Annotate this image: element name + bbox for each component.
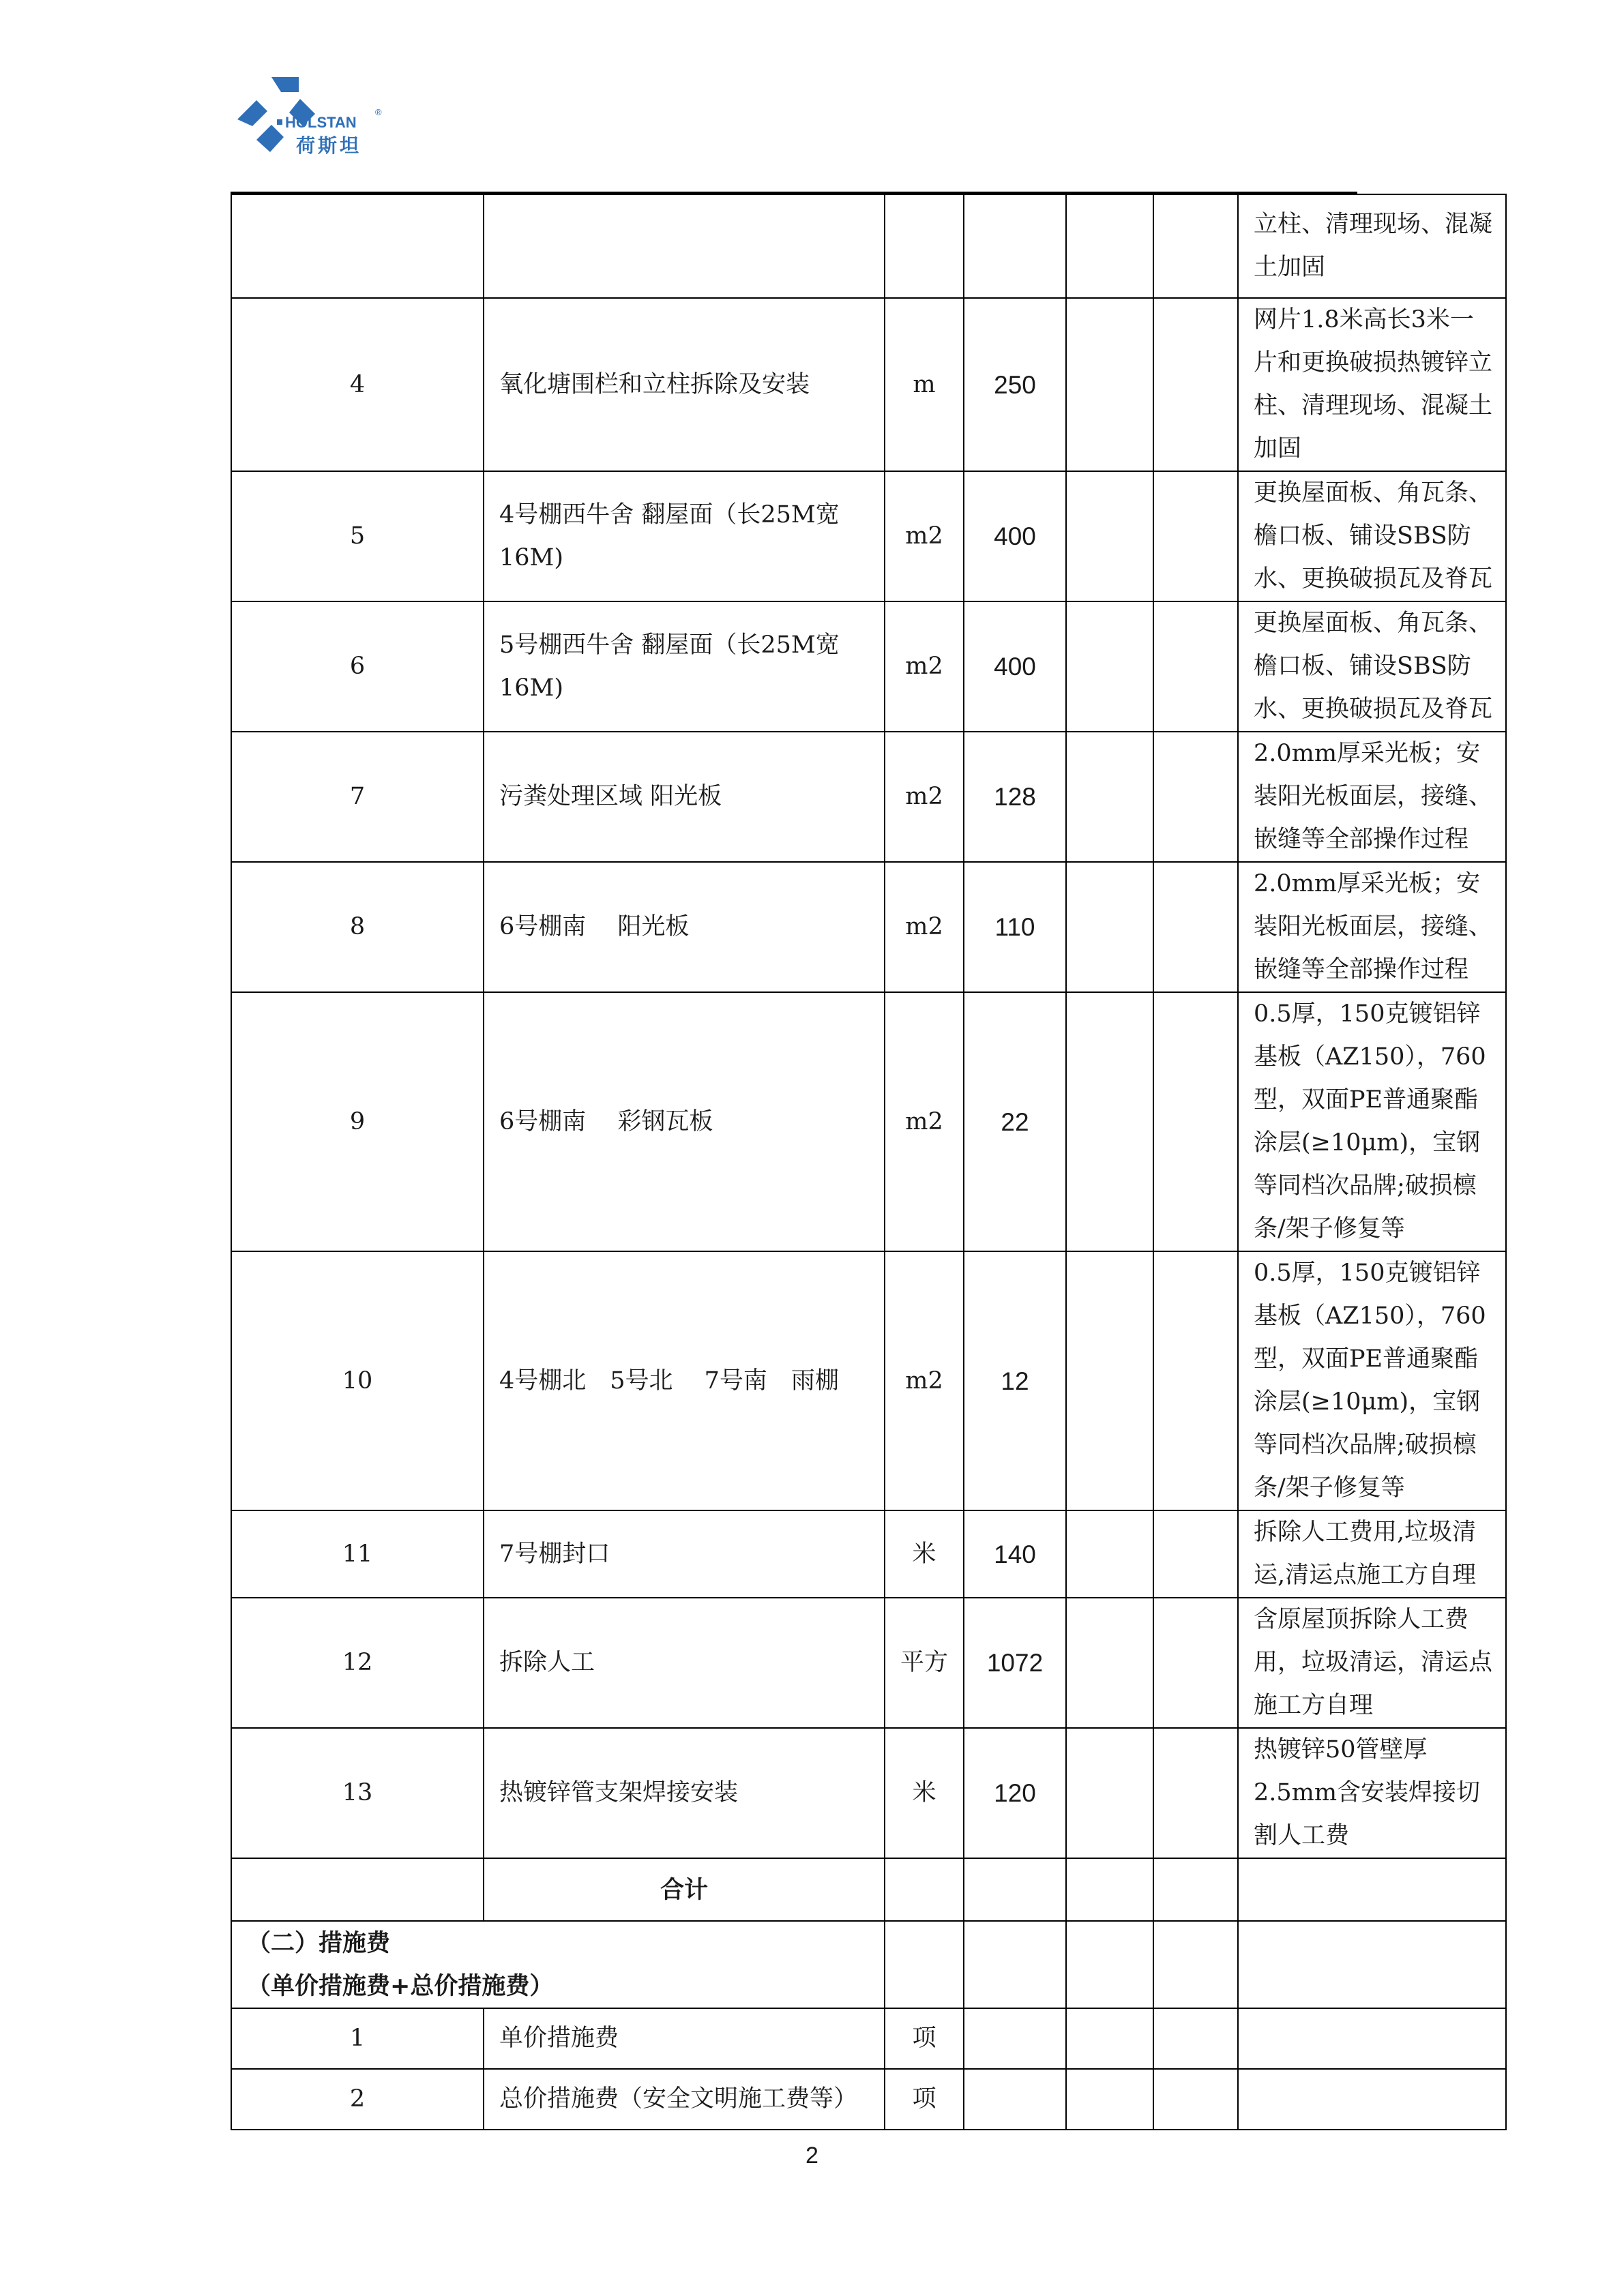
- section-header-row: [231, 1921, 1506, 2008]
- amount-cell: [1153, 1510, 1238, 1598]
- section-subtitle: （单价措施费+总价措施费）: [247, 1972, 554, 2000]
- table-row: [231, 732, 1506, 862]
- name-cell: 单价措施费: [484, 2008, 885, 2069]
- remark-text: 立柱、清理现场、混凝土加固: [1254, 211, 1493, 281]
- amount-cell: [1153, 1598, 1238, 1728]
- quantity-cell: [964, 2069, 1066, 2130]
- remark-cell: 拆除人工费用,垃圾清运,清运点施工方自理: [1238, 1510, 1506, 1598]
- unit-cell: 项: [885, 2008, 964, 2069]
- amount-cell: [1153, 992, 1238, 1251]
- table-row: [231, 2069, 1506, 2130]
- table-row: [231, 1728, 1506, 1858]
- unit-cell: m: [885, 298, 964, 471]
- quantity-cell: 12: [964, 1251, 1066, 1510]
- amount-cell: [1153, 601, 1238, 732]
- amount-cell: [1153, 471, 1238, 601]
- index-cell: 8: [231, 862, 484, 992]
- quantity-cell: 22: [964, 992, 1066, 1251]
- table-row: [231, 1251, 1506, 1510]
- unit-cell: m2: [885, 862, 964, 992]
- index-cell: 13: [231, 1728, 484, 1858]
- price-cell: [1066, 1921, 1153, 2008]
- unit-cell: m2: [885, 601, 964, 732]
- amount-cell: [1153, 2008, 1238, 2069]
- unit-cell: [885, 194, 964, 298]
- index-cell: 4: [231, 298, 484, 471]
- quantity-cell: 140: [964, 1510, 1066, 1598]
- logo-brand-en: HOLSTAN: [285, 114, 357, 131]
- index-cell: [231, 194, 484, 298]
- remark-cell: [1238, 2069, 1506, 2130]
- remark-cell: 热镀锌50管壁厚2.5mm含安装焊接切割人工费: [1238, 1728, 1506, 1858]
- quantity-cell: 1072: [964, 1598, 1066, 1728]
- quantity-cell: 400: [964, 601, 1066, 732]
- remark-cell: [1238, 194, 1506, 298]
- quantity-cell: [964, 1921, 1066, 2008]
- price-cell: [1066, 471, 1153, 601]
- logo-brand-cn: 荷斯坦: [296, 134, 362, 157]
- name-cell: 7号棚封口: [484, 1510, 885, 1598]
- name-cell: 4号棚北 5号北 7号南 雨棚: [484, 1251, 885, 1510]
- logo-registered-mark: ®: [375, 107, 382, 117]
- remark-cell: 2.0mm厚采光板；安装阳光板面层，接缝、嵌缝等全部操作过程: [1238, 862, 1506, 992]
- amount-cell: [1153, 2069, 1238, 2130]
- amount-cell: [1153, 194, 1238, 298]
- amount-cell: [1153, 298, 1238, 471]
- name-cell: 6号棚南 彩钢瓦板: [484, 992, 885, 1251]
- section-title: （二）措施费: [247, 1929, 391, 1957]
- price-cell: [1066, 1728, 1153, 1858]
- price-cell: [1066, 194, 1153, 298]
- remark-cell: 更换屋面板、角瓦条、檐口板、铺设SBS防水、更换破损瓦及脊瓦: [1238, 471, 1506, 601]
- unit-cell: 米: [885, 1510, 964, 1598]
- index-cell: [231, 1858, 484, 1921]
- remark-cell: 0.5厚，150克镀铝锌基板（AZ150），760型，双面PE普通聚酯涂层(≥10μm)，宝钢等同档次品牌;破损檩条/架子修复等: [1238, 992, 1506, 1251]
- name-cell: 污粪处理区域 阳光板: [484, 732, 885, 862]
- name-cell: 热镀锌管支架焊接安装: [484, 1728, 885, 1858]
- index-cell: 2: [231, 2069, 484, 2130]
- unit-cell: m2: [885, 1251, 964, 1510]
- unit-cell: 米: [885, 1728, 964, 1858]
- name-cell: 4号棚西牛舍 翻屋面（长25M宽16M): [484, 471, 885, 601]
- index-cell: 6: [231, 601, 484, 732]
- index-cell: 5: [231, 471, 484, 601]
- holstan-logo: [232, 72, 389, 167]
- table-row: [231, 862, 1506, 992]
- price-cell: [1066, 1858, 1153, 1921]
- remark-cell: [1238, 1921, 1506, 2008]
- remark-cell: 含原屋顶拆除人工费用，垃圾清运，清运点施工方自理: [1238, 1598, 1506, 1728]
- index-cell: 11: [231, 1510, 484, 1598]
- total-row: [231, 1858, 1506, 1921]
- section-title-cell: [231, 1921, 885, 2008]
- quantity-cell: 110: [964, 862, 1066, 992]
- name-cell: [484, 194, 885, 298]
- remark-cell: 0.5厚，150克镀铝锌基板（AZ150），760型，双面PE普通聚酯涂层(≥10μm)，宝钢等同档次品牌;破损檩条/架子修复等: [1238, 1251, 1506, 1510]
- quantity-cell: 120: [964, 1728, 1066, 1858]
- price-cell: [1066, 1510, 1153, 1598]
- table-row: [231, 471, 1506, 601]
- price-cell: [1066, 601, 1153, 732]
- holstan-logo-mark: [232, 72, 389, 167]
- price-cell: [1066, 2008, 1153, 2069]
- unit-cell: m2: [885, 732, 964, 862]
- name-cell: 拆除人工: [484, 1598, 885, 1728]
- index-cell: 9: [231, 992, 484, 1251]
- total-label: 合计: [484, 1858, 885, 1921]
- remark-cell: 2.0mm厚采光板；安装阳光板面层，接缝、嵌缝等全部操作过程: [1238, 732, 1506, 862]
- table-row: [231, 601, 1506, 732]
- table-row: [231, 2008, 1506, 2069]
- remark-cell: [1238, 2008, 1506, 2069]
- amount-cell: [1153, 1858, 1238, 1921]
- name-cell: 氧化塘围栏和立柱拆除及安装: [484, 298, 885, 471]
- remark-cell: 网片1.8米高长3米一片和更换破损热镀锌立柱、清理现场、混凝土加固: [1238, 298, 1506, 471]
- price-cell: [1066, 1251, 1153, 1510]
- remark-cell: 更换屋面板、角瓦条、檐口板、铺设SBS防水、更换破损瓦及脊瓦: [1238, 601, 1506, 732]
- table-row: [231, 298, 1506, 471]
- unit-cell: [885, 1921, 964, 2008]
- quotation-table: [231, 194, 1507, 2130]
- amount-cell: [1153, 1921, 1238, 2008]
- remark-cell: [1238, 1858, 1506, 1921]
- name-cell: 5号棚西牛舍 翻屋面（长25M宽16M): [484, 601, 885, 732]
- quantity-cell: [964, 194, 1066, 298]
- unit-cell: [885, 1858, 964, 1921]
- price-cell: [1066, 298, 1153, 471]
- quantity-cell: 128: [964, 732, 1066, 862]
- unit-cell: m2: [885, 471, 964, 601]
- name-cell: 6号棚南 阳光板: [484, 862, 885, 992]
- unit-cell: 平方: [885, 1598, 964, 1728]
- price-cell: [1066, 1598, 1153, 1728]
- table-row: [231, 1598, 1506, 1728]
- amount-cell: [1153, 862, 1238, 992]
- quantity-cell: [964, 2008, 1066, 2069]
- amount-cell: [1153, 1251, 1238, 1510]
- index-cell: 1: [231, 2008, 484, 2069]
- page-number: 2: [806, 2143, 818, 2168]
- unit-cell: m2: [885, 992, 964, 1251]
- table-row: [231, 194, 1506, 298]
- table-row: [231, 992, 1506, 1251]
- amount-cell: [1153, 732, 1238, 862]
- quantity-cell: [964, 1858, 1066, 1921]
- index-cell: 12: [231, 1598, 484, 1728]
- index-cell: 10: [231, 1251, 484, 1510]
- amount-cell: [1153, 1728, 1238, 1858]
- table-row: [231, 1510, 1506, 1598]
- price-cell: [1066, 732, 1153, 862]
- unit-cell: 项: [885, 2069, 964, 2130]
- quantity-cell: 250: [964, 298, 1066, 471]
- quantity-cell: 400: [964, 471, 1066, 601]
- price-cell: [1066, 862, 1153, 992]
- price-cell: [1066, 992, 1153, 1251]
- index-cell: 7: [231, 732, 484, 862]
- name-cell: 总价措施费（安全文明施工费等）: [484, 2069, 885, 2130]
- price-cell: [1066, 2069, 1153, 2130]
